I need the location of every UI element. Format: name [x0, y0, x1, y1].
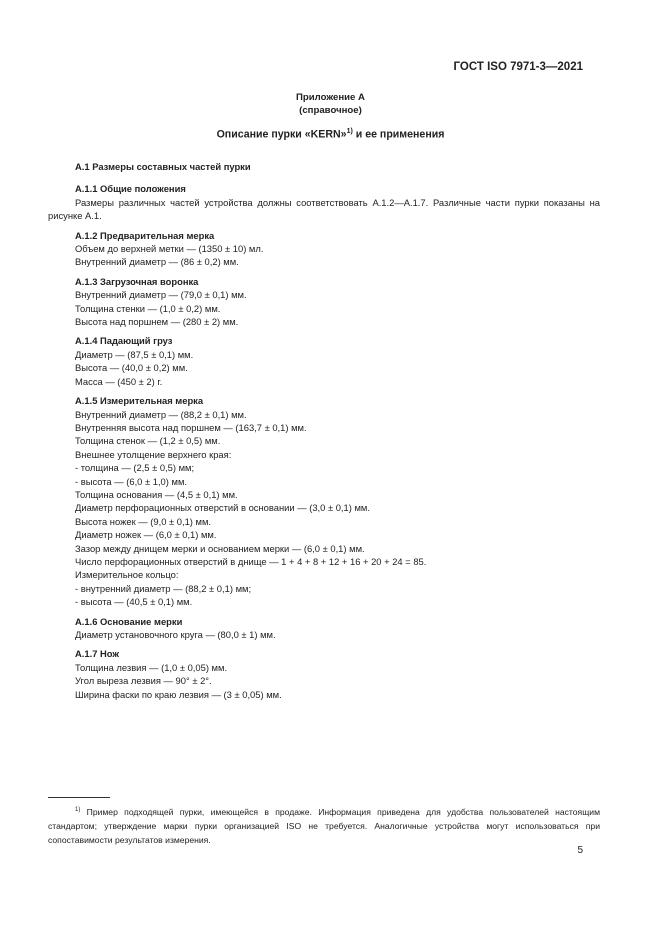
spec-line: Зазор между днищем мерки и основанием мерки — (6,0 ± 0,1) мм. — [75, 542, 365, 554]
spec-line: Внутренний диаметр — (79,0 ± 0,1) мм. — [75, 289, 247, 301]
section-a15 — [48, 394, 600, 609]
section-a11 — [48, 182, 600, 222]
spec-line: Внутренняя высота над поршнем — (163,7 ± 0,1) мм. — [75, 421, 307, 433]
footnote — [48, 803, 600, 847]
spec-line: Толщина стенок — (1,2 ± 0,5) мм. — [75, 435, 221, 447]
section-heading: А.1 Размеры составных частей пурки — [75, 161, 251, 172]
spec-line: Диаметр перфорационных отверстий в основании — (3,0 ± 0,1) мм. — [75, 502, 370, 514]
page-number: 5 — [577, 845, 583, 856]
subsection-heading: А.1.7 Нож — [75, 648, 120, 660]
section-a13 — [48, 275, 600, 329]
footnote-divider — [48, 797, 110, 798]
footnote-text: Пример подходящей пурки, имеющейся в продаже. Информация приведена для удобства пользователей настоящим стандартом; утверждение марки пурки организацией ISO не требуется. Аналогичные устройства могут использоваться при сопоставимости результатов измерения. — [48, 806, 600, 845]
spec-line: Внешнее утолщение верхнего края: — [75, 448, 232, 460]
spec-line: Диаметр ножек — (6,0 ± 0,1) мм. — [75, 529, 217, 541]
spec-line: Ширина фаски по краю лезвия — (3 ± 0,05) мм. — [75, 688, 282, 700]
spec-line: Внутренний диаметр — (86 ± 0,2) мм. — [75, 256, 239, 268]
subsection-heading: А.1.2 Предварительная мерка — [75, 229, 215, 241]
spec-line: Толщина стенки — (1,0 ± 0,2) мм. — [75, 302, 221, 314]
spec-line: Высота ножек — (9,0 ± 0,1) мм. — [75, 515, 212, 527]
spec-line: Диаметр установочного круга — (80,0 ± 1) мм. — [75, 629, 276, 640]
title-text: Описание пурки «KERN» — [216, 128, 347, 141]
section-a12 — [48, 229, 600, 269]
spec-line: - внутренний диаметр — (88,2 ± 0,1) мм; — [75, 582, 252, 594]
spec-line: Толщина основания — (4,5 ± 0,1) мм. — [75, 488, 238, 500]
section-a16 — [48, 615, 600, 642]
section-a17 — [48, 647, 600, 701]
subsection-heading: А.1.4 Падающий груз — [75, 335, 173, 347]
footnote-ref: 1) — [346, 128, 353, 135]
spec-line: Высота над поршнем — (280 ± 2) мм. — [75, 316, 239, 328]
page-title — [0, 128, 661, 141]
spec-line: Число перфорационных отверстий в днище — 1 + 4 + 8 + 12 + 16 + 20 + 24 = 85. — [75, 555, 427, 567]
paragraph: Размеры различных частей устройства должны соответствовать А.1.2—А.1.7. Различные части пурки показаны на рисунке А.1. — [48, 196, 600, 222]
spec-line: - высота — (6,0 ± 1,0) мм. — [75, 475, 187, 487]
document-header: ГОСТ ISO 7971-3—2021 — [453, 61, 583, 73]
subsection-heading: А.1.5 Измерительная мерка — [75, 395, 204, 407]
spec-line: - высота — (40,5 ± 0,1) мм. — [75, 596, 193, 608]
annex-subtitle: (справочное) — [299, 105, 362, 116]
spec-line: Диаметр — (87,5 ± 0,1) мм. — [75, 348, 194, 360]
spec-line: - толщина — (2,5 ± 0,5) мм; — [75, 462, 195, 474]
spec-line: Высота — (40,0 ± 0,2) мм. — [75, 362, 188, 374]
subsection-heading: А.1.6 Основание мерки — [75, 615, 183, 627]
annex-heading — [0, 91, 661, 117]
spec-line: Внутренний диаметр — (88,2 ± 0,1) мм. — [75, 408, 247, 420]
spec-line: Объем до верхней метки — (1350 ± 10) мл. — [75, 243, 264, 255]
section-a14 — [48, 334, 600, 388]
document-body — [48, 160, 600, 707]
title-rest: и ее применения — [352, 128, 445, 141]
annex-title: Приложение А — [296, 92, 365, 103]
footnote-mark: 1) — [75, 807, 81, 813]
spec-line: Толщина лезвия — (1,0 ± 0,05) мм. — [75, 661, 228, 673]
subsection-heading: А.1.3 Загрузочная воронка — [75, 275, 199, 287]
spec-line: Масса — (450 ± 2) г. — [75, 375, 163, 387]
spec-line: Угол выреза лезвия — 90° ± 2°. — [75, 675, 212, 687]
subsection-heading: А.1.1 Общие положения — [75, 183, 186, 195]
spec-line: Измерительное кольцо: — [75, 569, 179, 581]
